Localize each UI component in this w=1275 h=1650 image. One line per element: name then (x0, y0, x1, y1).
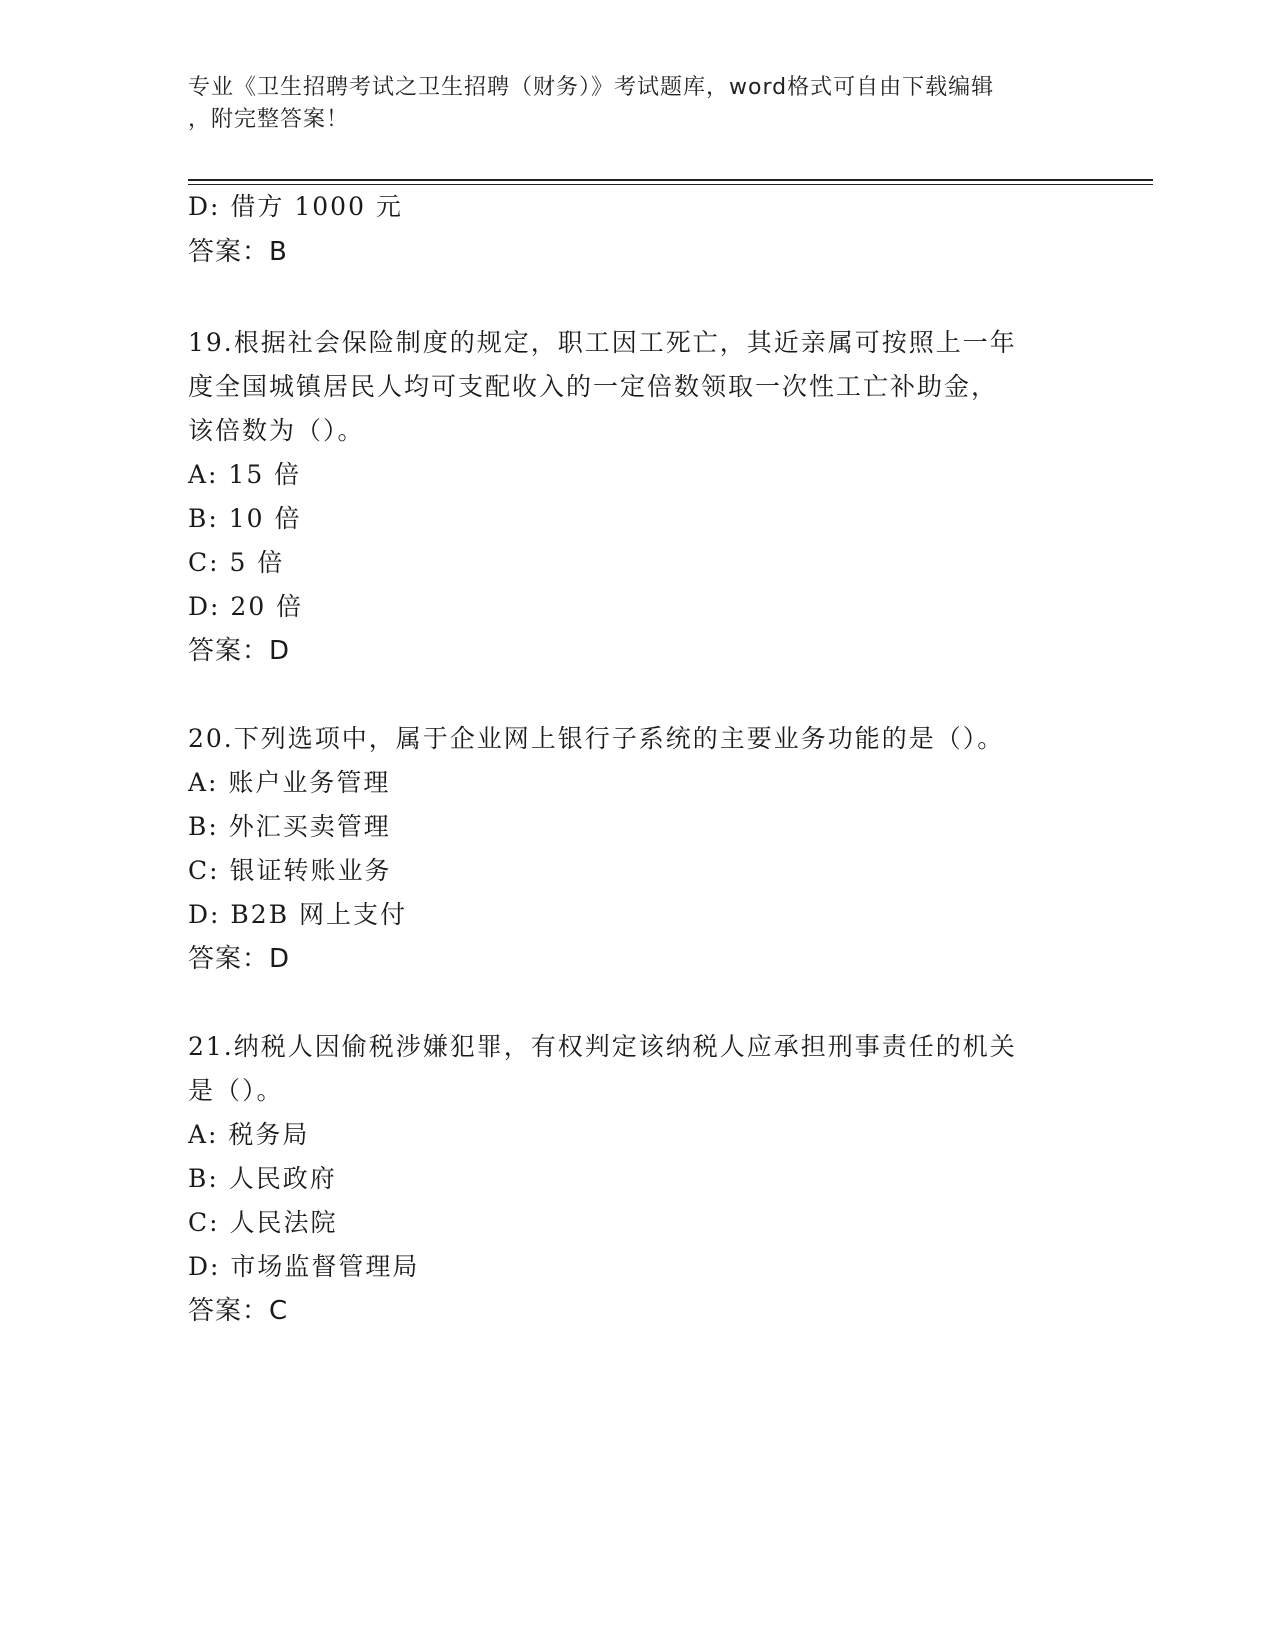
q19-option-a: A: 15 倍 (188, 460, 302, 489)
q19-option-d: D: 20 倍 (188, 592, 304, 621)
q20-option-c: C: 银证转账业务 (188, 856, 392, 885)
q20-option-d: D: B2B 网上支付 (188, 900, 408, 929)
header-divider-thick (188, 179, 1153, 181)
q20-stem-line-1: 20.下列选项中，属于企业网上银行子系统的主要业务功能的是（）。 (188, 724, 1005, 753)
header-divider-thin (188, 184, 1153, 185)
q19-option-b: B: 10 倍 (188, 504, 302, 533)
q18-option-d: D: 借方 1000 元 (188, 192, 403, 221)
q21-option-b: B: 人民政府 (188, 1164, 337, 1193)
q21-stem-line-1: 21.纳税人因偷税涉嫌犯罪，有权判定该纳税人应承担刑事责任的机关 (188, 1032, 1017, 1061)
q20-answer: 答案：D (188, 944, 291, 974)
q21-option-a: A: 税务局 (188, 1120, 310, 1149)
q18-answer: 答案：B (188, 237, 288, 267)
q20-option-b: B: 外汇买卖管理 (188, 812, 391, 841)
q21-option-c: C: 人民法院 (188, 1208, 338, 1237)
q19-stem-line-2: 度全国城镇居民人均可支配收入的一定倍数领取一次性工亡补助金， (188, 372, 999, 401)
q19-answer: 答案：D (188, 636, 291, 666)
header-line-1: 专业《卫生招聘考试之卫生招聘（财务）》考试题库，word格式可自由下载编辑 (188, 75, 995, 100)
header-line-2: ，附完整答案！ (188, 107, 350, 132)
q21-stem-line-2: 是（）。 (188, 1076, 284, 1105)
q19-option-c: C: 5 倍 (188, 548, 285, 577)
q19-stem-line-1: 19.根据社会保险制度的规定，职工因工死亡，其近亲属可按照上一年 (188, 328, 1017, 357)
q19-stem-line-3: 该倍数为（）。 (188, 416, 365, 445)
q20-option-a: A: 账户业务管理 (188, 768, 391, 797)
page-header (188, 72, 1068, 136)
q21-option-d: D: 市场监督管理局 (188, 1252, 420, 1281)
q21-answer: 答案：C (188, 1296, 289, 1326)
